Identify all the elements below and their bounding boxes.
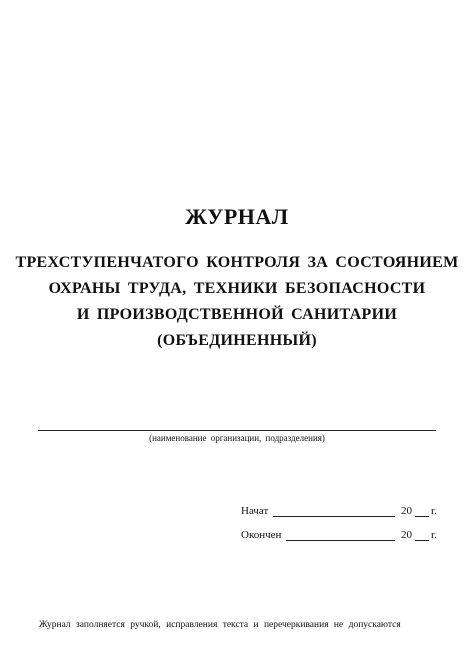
- subtitle-line-3: И ПРОИЗВОДСТВЕННОЙ САНИТАРИИ: [76, 306, 398, 323]
- subtitle-line-2: ОХРАНЫ ТРУДА, ТЕХНИКИ БЕЗОПАСНОСТИ: [48, 280, 426, 297]
- finished-date-line: [286, 540, 395, 541]
- started-label: Начат: [241, 505, 269, 517]
- organization-caption: (наименование организации, подразделения): [149, 433, 325, 443]
- finished-year-line: [415, 540, 429, 541]
- organization-name-line: [38, 430, 436, 431]
- finished-year-prefix: 20: [401, 529, 412, 541]
- footer-note: Журнал заполняется ручкой, исправления текста и перечеркивания не допускаются: [39, 620, 401, 630]
- started-year-suffix: г.: [431, 505, 438, 517]
- subtitle-line-1: ТРЕХСТУПЕНЧАТОГО КОНТРОЛЯ ЗА СОСТОЯНИЕМ: [15, 254, 459, 271]
- finished-label: Окончен: [241, 529, 282, 541]
- document-title: ЖУРНАЛ: [185, 204, 289, 229]
- started-year-line: [415, 516, 429, 517]
- finished-year-suffix: г.: [431, 529, 438, 541]
- subtitle-line-4: (ОБЪЕДИНЕННЫЙ): [157, 332, 317, 349]
- started-year-prefix: 20: [401, 505, 412, 517]
- started-date-line: [273, 516, 395, 517]
